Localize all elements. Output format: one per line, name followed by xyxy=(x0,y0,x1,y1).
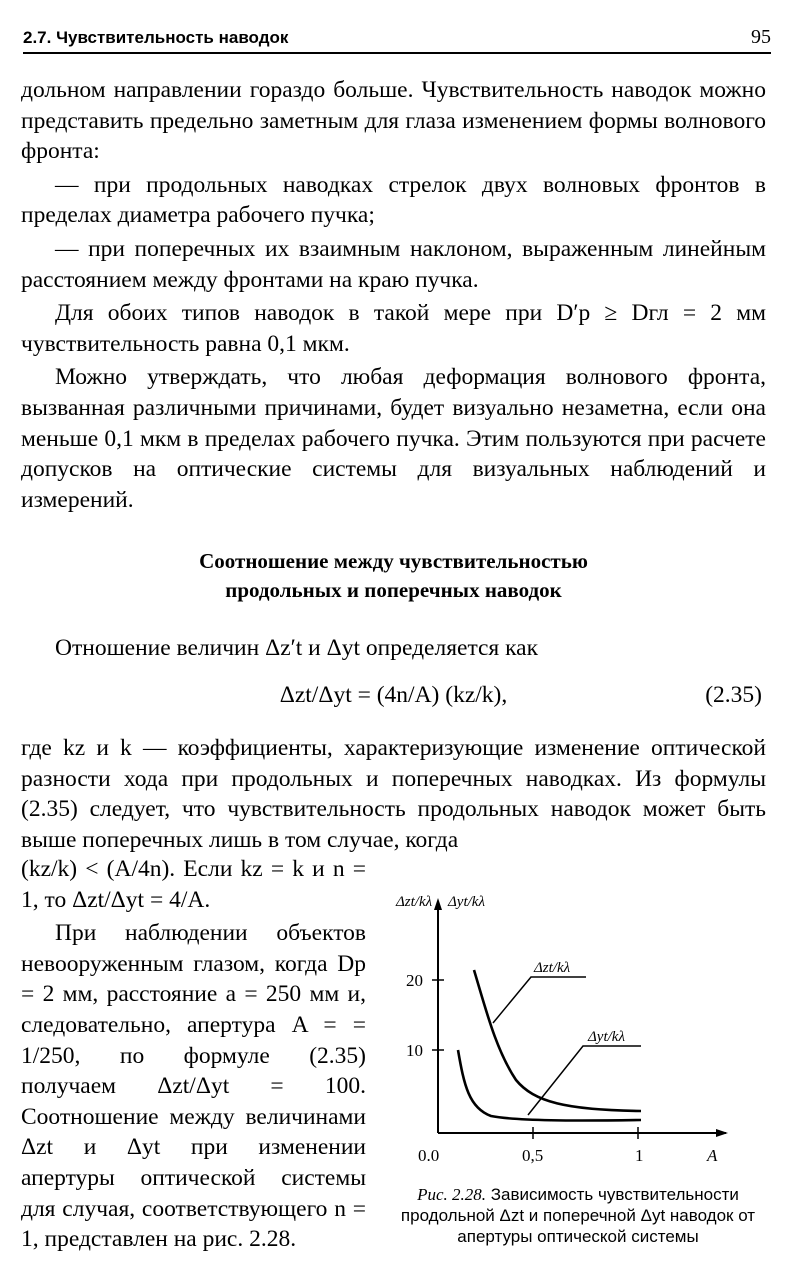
paragraph-3: — при поперечных их взаимным наклоном, выраженным линейным расстоянием между фронтами на краю пучка. xyxy=(21,235,766,293)
section-heading: 2.7. Чувствительность наводок xyxy=(23,28,289,47)
y-label-dy: Δyt/kλ xyxy=(448,894,485,910)
formula-row xyxy=(21,682,766,714)
equation-number: (2.35) xyxy=(705,682,762,708)
page-number: 95 xyxy=(751,26,771,48)
leader-dy xyxy=(528,1046,641,1115)
y-label-dz: Δzt/kλ xyxy=(396,894,433,910)
caption-text: Зависимость чувствительности продольной Δzt и поперечной Δyt наводок от апертуры оптической системы xyxy=(400,1185,756,1246)
x-tick-label-0: 0.0 xyxy=(418,1146,440,1165)
curve-label-dy: Δyt/kλ xyxy=(588,1029,625,1045)
x-tick-label-1: 1 xyxy=(635,1146,644,1165)
body-text-top xyxy=(21,75,766,515)
x-axis-arrow-icon xyxy=(716,1129,728,1137)
formula-2-35: Δzt/Δyt = (4n/A) (kz/k), xyxy=(279,682,508,708)
after-formula-text xyxy=(21,733,766,855)
caption-label: Рис. 2.28. xyxy=(417,1185,487,1204)
running-head xyxy=(23,22,771,54)
paragraph-after-formula: где kz и k — коэффициенты, характеризующие изменение оптической разности хода при продольных и поперечных наводках. Из формулы (2.35) следует, что чувствительность продольных наводок может быть выше поперечных лишь в том случае, когда xyxy=(21,735,766,853)
paragraph-aperture: При наблюдении объектов невооруженным глазом, когда Dp = 2 мм, расстояние a = 250 мм и, следовательно, апертура A = = 1/250, по формуле (2.35) получаем Δzt/Δyt = 100. Соотношение между величинами Δzt и Δyt при изменении апертуры оптической системы для случая, соответствующего n = 1, представлен на рис. 2.28. xyxy=(21,920,366,1253)
x-tick-label-05: 0,5 xyxy=(522,1146,544,1165)
paragraph-5: Можно утверждать, что любая деформация волнового фронта, вызванная различными причинами, будет визуально незаметна, если она меньше 0,1 мкм в пределах рабочего пучка. Этим пользуются при расчете допусков на оптические системы для визуальных наблюдений и измерений. xyxy=(21,364,766,513)
section-title-line-1: Соотношение между чувствительностью xyxy=(199,549,588,573)
paragraph-1: дольном направлении гораздо больше. Чувствительность наводок можно представить предельно заметным для глаза изменением формы волнового фронта: xyxy=(21,77,766,165)
figure-caption xyxy=(384,1184,772,1247)
intro-line: Отношение величин Δz′t и Δyt определяется как xyxy=(55,635,539,661)
paragraph-4: Для обоих типов наводок в такой мере при D′p ≥ Dгл = 2 мм чувствительность равна 0,1 мкм. xyxy=(21,300,766,357)
left-column-text xyxy=(21,854,366,1255)
aperture-plot xyxy=(376,880,776,1180)
y-axis-arrow-icon xyxy=(434,898,442,910)
paragraph-condition: (kz/k) < (A/4n). Если kz = k и n = 1, то Δzt/Δyt = 4/A. xyxy=(21,856,366,913)
curve-label-dz: Δzt/kλ xyxy=(534,960,571,976)
y-tick-label-10: 10 xyxy=(406,1041,423,1060)
paragraph-2: — при продольных наводках стрелок двух волновых фронтов в пределах диаметра рабочего пучка; xyxy=(21,171,766,229)
intro-text xyxy=(21,633,766,664)
y-tick-label-20: 20 xyxy=(406,971,423,990)
section-title-line-2: продольных и поперечных наводок xyxy=(225,578,562,602)
section-title xyxy=(21,547,766,605)
leader-dz xyxy=(493,977,586,1023)
x-axis-label: A xyxy=(707,1146,718,1165)
figure-2-28 xyxy=(376,880,776,1270)
